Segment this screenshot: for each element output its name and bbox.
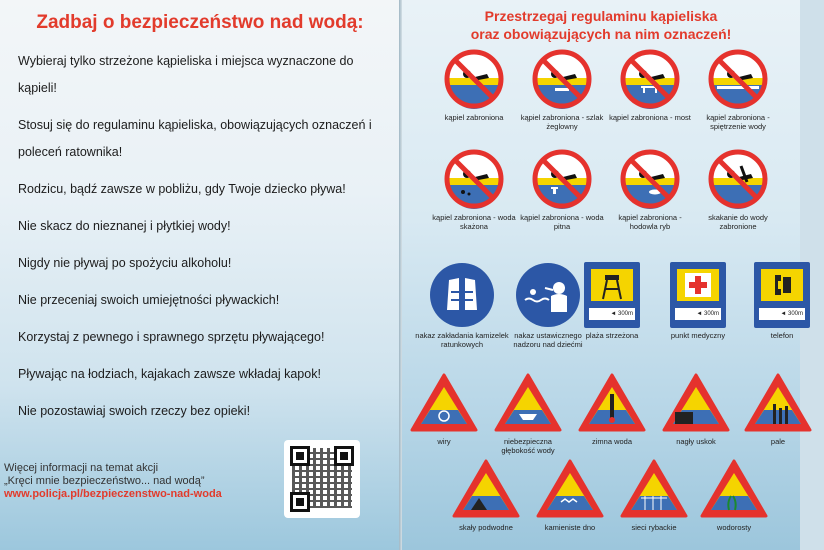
piles-icon: [738, 372, 818, 434]
sign-label: kąpiel zabroniona - szlak żeglowny: [520, 113, 604, 131]
sudden-drop-icon: [656, 372, 736, 434]
sign-label: plaża strzeżona: [585, 331, 639, 340]
warning-sign: [738, 372, 818, 446]
warning-sign: [530, 458, 610, 532]
prohibition-sign: [696, 148, 780, 231]
rule-item: Nie skacz do nieznanej i płytkiej wody!: [18, 219, 231, 233]
sign-label: telefon: [770, 331, 794, 340]
warning-sign: [488, 372, 568, 455]
website-link[interactable]: www.policja.pl/bezpieczenstwo-nad-woda: [4, 488, 222, 500]
dangerous-depth-icon: [488, 372, 568, 434]
safety-rules-list: [18, 48, 390, 435]
sign-label: wodorosty: [716, 523, 752, 532]
life-jacket-icon: [414, 262, 510, 328]
sign-label: nakaz zakładania kamizelek ratunkowych: [415, 331, 509, 349]
prohibition-sign: [520, 148, 604, 231]
prohibition-sign: [432, 148, 516, 231]
sign-label: kąpiel zabroniona - woda pitna: [520, 213, 604, 231]
no-swimming-icon: [432, 48, 516, 110]
medical-cross-icon: ◄ 300m: [656, 262, 740, 328]
qr-code-icon[interactable]: [284, 440, 360, 518]
warning-sign: [446, 458, 526, 532]
no-swimming-fish-farm-icon: [608, 148, 692, 210]
info-block: [4, 462, 274, 501]
rule-item: Rodzicu, bądź zawsze w pobliżu, gdy Twoje dziecko pływa!: [18, 182, 346, 196]
no-swimming-contaminated-icon: [432, 148, 516, 210]
info-line: „Kręci mnie bezpieczeństwo... nad wodą”: [4, 475, 205, 487]
sign-label: kąpiel zabroniona - most: [609, 113, 691, 122]
rule-item: Nie pozostawiaj swoich rzeczy bez opieki!: [18, 404, 251, 418]
stony-bottom-icon: [530, 458, 610, 520]
seaweed-icon: [694, 458, 774, 520]
warning-sign: [694, 458, 774, 532]
right-title-line: Przestrzegaj regulaminu kąpieliska: [484, 8, 718, 24]
sign-label: zimna woda: [591, 437, 633, 446]
sign-label: punkt medyczny: [670, 331, 726, 340]
sign-label: pale: [770, 437, 786, 446]
right-title: [402, 7, 800, 43]
rule-item: Nie przeceniaj swoich umiejętności pływackich!: [18, 293, 280, 307]
no-swimming-bridge-icon: [608, 48, 692, 110]
warning-sign: [614, 458, 694, 532]
no-swimming-dam-icon: [696, 48, 780, 110]
mandatory-sign: [414, 262, 510, 349]
sign-label: kamieniste dno: [544, 523, 596, 532]
rule-item: Pływając na łodziach, kajakach zawsze wkładaj kapok!: [18, 367, 321, 381]
sign-label: sieci rybackie: [631, 523, 677, 532]
info-sign: [740, 262, 824, 340]
sign-label: niebezpieczna głębokość wody: [501, 437, 555, 455]
cold-water-icon: [572, 372, 652, 434]
sign-label: wiry: [437, 437, 451, 446]
lifeguard-tower-icon: ◄ 300m: [570, 262, 654, 328]
info-sign: [570, 262, 654, 340]
sign-label: skakanie do wody zabronione: [708, 213, 768, 231]
rule-item: Korzystaj z pewnego i sprawnego sprzętu pływającego!: [18, 330, 325, 344]
prohibition-sign: [696, 48, 780, 131]
rule-item: Nigdy nie pływaj po spożyciu alkoholu!: [18, 256, 232, 270]
prohibition-sign: [432, 48, 516, 122]
sign-label: kąpiel zabroniona - spiętrzenie wody: [706, 113, 770, 131]
warning-sign: [656, 372, 736, 446]
left-panel: [0, 0, 400, 550]
sign-label: skały podwodne: [459, 523, 513, 532]
right-panel: [402, 0, 803, 550]
rule-item: Wybieraj tylko strzeżone kąpieliska i miejsca wyznaczone do kąpieli!: [18, 54, 354, 95]
left-title: Zadbaj o bezpieczeństwo nad wodą:: [36, 12, 364, 33]
underwater-rocks-icon: [446, 458, 526, 520]
whirlpool-icon: [404, 372, 484, 434]
sign-label: nagły uskok: [676, 437, 716, 446]
fishing-nets-icon: [614, 458, 694, 520]
warning-sign: [572, 372, 652, 446]
prohibition-sign: [608, 48, 692, 122]
rule-item: Stosuj się do regulaminu kąpieliska, obowiązujących oznaczeń i poleceń ratownika!: [18, 118, 372, 159]
phone-icon: ◄ 300m: [740, 262, 824, 328]
sign-label: nakaz ustawicznego nadzoru nad dziećmi: [513, 331, 583, 349]
info-sign: [656, 262, 740, 340]
sign-label: kąpiel zabroniona - woda skażona: [432, 213, 516, 231]
prohibition-sign: [608, 148, 692, 231]
info-line: Więcej informacji na temat akcji: [4, 462, 159, 474]
warning-sign: [404, 372, 484, 446]
no-swimming-shipping-lane-icon: [520, 48, 604, 110]
no-diving-icon: [696, 148, 780, 210]
sign-label: kąpiel zabroniona - hodowla ryb: [618, 213, 682, 231]
prohibition-sign: [520, 48, 604, 131]
right-title-line: oraz obowiązujących na nim oznaczeń!: [470, 26, 732, 42]
no-swimming-drinking-water-icon: [520, 148, 604, 210]
sign-label: kąpiel zabroniona: [444, 113, 504, 122]
